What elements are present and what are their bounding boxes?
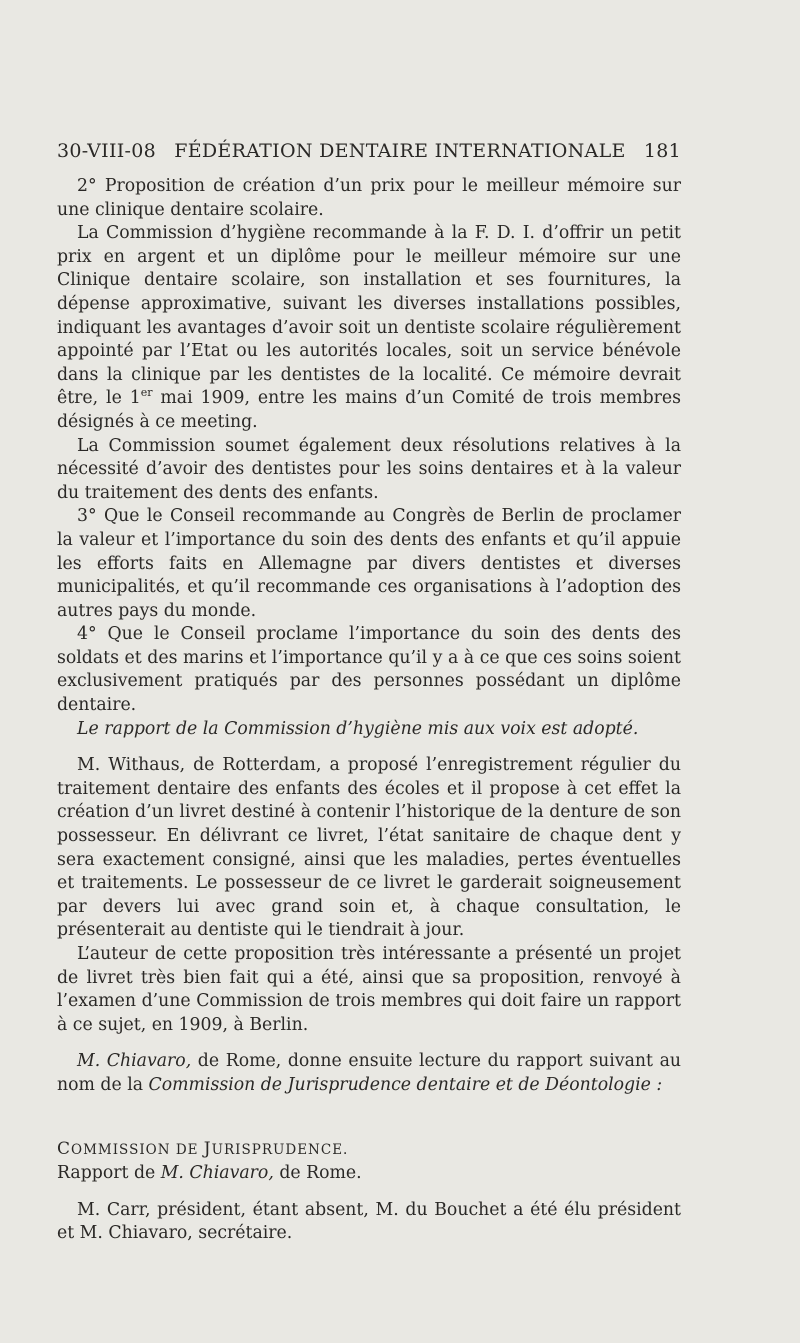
section-subtitle: Rapport de M. Chiavaro, de Rome. bbox=[57, 1163, 362, 1184]
running-header bbox=[57, 140, 681, 162]
paragraph-resolution-3: 3° Que le Conseil recommande au Congrès de Berlin de proclamer la valeur et l’importance du soin des dents des enfants et qu’il appuie les efforts faits en Allemagne par divers dentistes et diverses municipalités, et qu’il recommande ces organisations à l’adoption des autres pays du monde. bbox=[57, 506, 681, 621]
paragraph-text: La Commission d’hygiène recommande à la F. D. I. d’offrir un petit prix en argent et un diplôme pour le meilleur mémoire sur une Clinique dentaire scolaire, son installation et ses fournitures, la dépense approximative, suivant les diverses installations possibles, indiquant les avantages d’avoir soit un dentiste scolaire régulièrement appointé par l’Etat ou les autorités locales, soit un service bénévole dans la clinique par les dentistes de la localité. Ce mémoire devrait être, le 1 bbox=[57, 223, 681, 409]
paragraph-text: de Rome, donne ensuite lecture du rapport suivant au nom de la bbox=[57, 1051, 682, 1095]
commission-name: Commission de Jurisprudence dentaire et de Déontologie : bbox=[148, 1074, 663, 1095]
header-date: 30-VIII-08 bbox=[57, 140, 157, 162]
paragraph-chiavaro bbox=[57, 1050, 681, 1097]
paragraph-vote-adopted: Le rapport de la Commission d’hygiène mis aux voix est adopté. bbox=[77, 718, 639, 739]
paragraph-carr-absent: M. Carr, président, étant absent, M. du Bouchet a été élu président et M. Chiavaro, secrétaire. bbox=[57, 1199, 681, 1244]
paragraph-proposition-2: 2° Proposition de création d’un prix pour le meilleur mémoire sur une clinique dentaire scolaire. bbox=[57, 176, 681, 220]
paragraph-commission-hygiene bbox=[57, 222, 681, 434]
header-title: FÉDÉRATION DENTAIRE INTERNATIONALE bbox=[174, 140, 626, 162]
paragraph-text: mai 1909, entre les mains d’un Comité de trois membres désignés à ce meeting. bbox=[57, 388, 681, 432]
section-title: COMMISSION DE JURISPRUDENCE. bbox=[57, 1138, 349, 1159]
paragraph-projet-livret: L’auteur de cette proposition très intéressante a présenté un projet de livret très bien fait qui a été, ainsi que sa proposition, renvoyé à l’examen d’une Commission de trois membres qui doit faire un rapport à ce sujet, en 1909, à Berlin. bbox=[57, 944, 681, 1035]
page-number: 181 bbox=[643, 140, 681, 162]
person-name: M. Chiavaro, bbox=[77, 1051, 192, 1072]
paragraph-resolution-4: 4° Que le Conseil proclame l’importance du soin des dents des soldats et des marins et l’importance qu’il y a à ce que ces soins soient exclusivement pratiqués par des personnes possédant un diplôme dentaire. bbox=[57, 624, 681, 716]
paragraph-withaus: M. Withaus, de Rotterdam, a proposé l’enregistrement régulier du traitement dentaire des enfants des écoles et il propose à cet effet la création d’un livret destiné à contenir l’historique de la denture de son possesseur. En délivrant ce livret, l’état sanitaire de chaque dent y sera exactement consigné, ainsi que les maladies, pertes éventuelles et traitements. Le possesseur de ce livret le garderait soigneusement par devers lui avec grand soin et, à chaque consultation, le présenterait au dentiste qui le tiendrait à jour. bbox=[57, 755, 681, 941]
page-body bbox=[57, 175, 681, 1246]
paragraph-resolutions: La Commission soumet également deux résolutions relatives à la nécessité d’avoir des dentistes pour les soins dentaires et à la valeur du traitement des dents des enfants. bbox=[57, 435, 681, 503]
superscript-er: er bbox=[140, 386, 153, 400]
